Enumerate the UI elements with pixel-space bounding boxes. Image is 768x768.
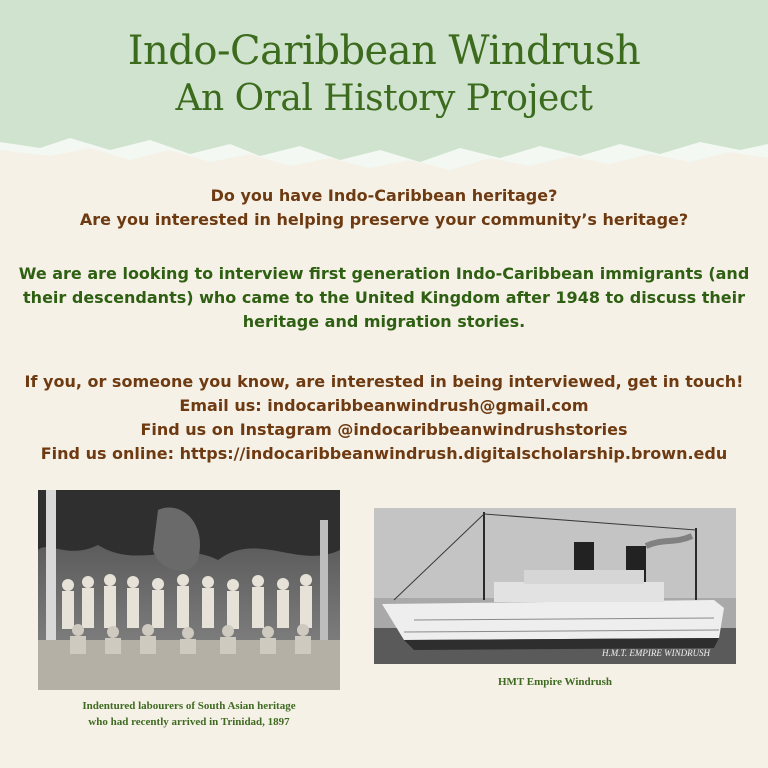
ship-inscription: H.M.T. EMPIRE WINDRUSH: [602, 648, 711, 658]
labourers-photo-image: [38, 490, 340, 690]
appeal-line-1: We are are looking to interview first generation Indo-Caribbean immigrants (and: [18, 264, 750, 283]
contact-website: Find us online: https://indocaribbeanwindrush.digitalscholarship.brown.edu: [40, 444, 728, 463]
contact-email: Email us: indocaribbeanwindrush@gmail.com: [179, 396, 589, 415]
labourers-caption-line-2: who had recently arrived in Trinidad, 1897: [88, 716, 290, 728]
labourers-photo: [38, 490, 340, 690]
labourers-caption: [38, 698, 340, 730]
appeal-block: [0, 262, 768, 334]
contact-instagram: Find us on Instagram @indocaribbeanwindrushstories: [140, 420, 628, 439]
page-subtitle: An Oral History Project: [175, 78, 593, 119]
contact-block: [0, 370, 768, 466]
appeal-line-2: their descendants) who came to the United Kingdom after 1948 to discuss their: [23, 288, 745, 307]
labourers-caption-line-1: Indentured labourers of South Asian heritage: [82, 700, 296, 712]
question-line-1: Do you have Indo-Caribbean heritage?: [210, 186, 558, 205]
windrush-caption: HMT Empire Windrush: [497, 676, 613, 688]
torn-paper-edge: [0, 120, 768, 180]
page-title: Indo-Caribbean Windrush: [127, 28, 641, 74]
question-line-2: Are you interested in helping preserve your community’s heritage?: [79, 210, 689, 229]
windrush-photo-image: [374, 508, 736, 664]
contact-intro: If you, or someone you know, are interested in being interviewed, get in touch!: [24, 372, 744, 391]
windrush-photo: [374, 508, 736, 664]
question-block: [0, 184, 768, 232]
appeal-line-3: heritage and migration stories.: [242, 312, 526, 331]
